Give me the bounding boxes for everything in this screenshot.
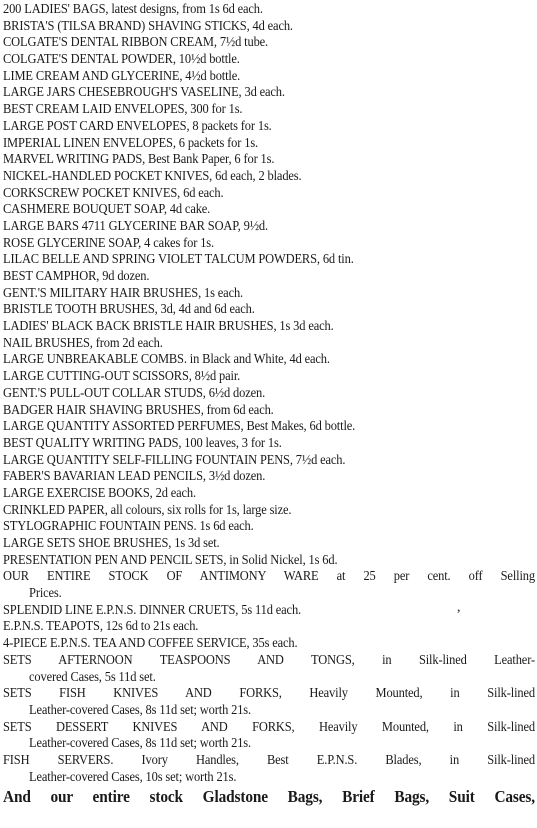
advertisement-line: LADIES' BLACK BACK BRISTLE HAIR BRUSHES, 1s 3d each.: [3, 318, 334, 334]
advertisement-line: LARGE CUTTING-OUT SCISSORS, 8½d pair.: [3, 368, 241, 384]
advertisement-line: E.P.N.S. TEAPOTS, 12s 6d to 21s each.: [3, 618, 199, 634]
advertisement-line: FABER'S BAVARIAN LEAD PENCILS, 3½d dozen.: [3, 468, 266, 484]
advertisement-line: FISH SERVERS. Ivory Handles, Best E.P.N.S. Blades, in Silk-lined: [3, 751, 535, 767]
advertisement-line-continuation: Leather-covered Cases, 8s 11d set; worth 21s.: [29, 735, 251, 751]
advertisement-line: BEST CAMPHOR, 9d dozen.: [3, 268, 150, 283]
advertisement-line: LARGE JARS CHESEBROUGH'S VASELINE, 3d each.: [3, 84, 285, 100]
stray-ink-mark: ,: [457, 600, 461, 615]
advertisement-line-continuation: Prices.: [29, 585, 62, 601]
advertisement-line: LARGE POST CARD ENVELOPES, 8 packets for 1s.: [3, 117, 272, 133]
advertisement-column: [3, 1, 535, 807]
advertisement-line: LILAC BELLE AND SPRING VIOLET TALCUM POWDERS, 6d tin.: [3, 251, 354, 267]
advertisement-line: SETS FISH KNIVES AND FORKS, Heavily Mounted, in Silk-lined: [3, 685, 535, 701]
advertisement-line: GENT.'S PULL-OUT COLLAR STUDS, 6½d dozen.: [3, 384, 266, 400]
advertisement-line: LARGE BARS 4711 GLYCERINE BAR SOAP, 9½d.: [3, 217, 268, 233]
advertisement-line: ROSE GLYCERINE SOAP, 4 cakes for 1s.: [3, 234, 214, 250]
advertisement-line: LARGE QUANTITY ASSORTED PERFUMES, Best Makes, 6d bottle.: [3, 418, 356, 434]
advertisement-line-continuation: Leather-covered Cases, 10s set; worth 21s.: [29, 768, 237, 784]
advertisement-line-continuation: Leather-covered Cases, 8s 11d set; worth 21s.: [29, 701, 251, 717]
advertisement-line: BRISTLE TOOTH BRUSHES, 3d, 4d and 6d each.: [3, 301, 255, 317]
advertisement-line: BADGER HAIR SHAVING BRUSHES, from 6d each.: [3, 401, 274, 417]
advertisement-line: PRESENTATION PEN AND PENCIL SETS, in Solid Nickel, 1s 6d.: [3, 551, 338, 567]
advertisement-line: LIME CREAM AND GLYCERINE, 4½d bottle.: [3, 67, 241, 83]
advertisement-line-continuation: covered Cases, 5s 11d set.: [29, 668, 156, 684]
advertisement-line: LARGE QUANTITY SELF-FILLING FOUNTAIN PENS, 7½d each.: [3, 451, 346, 467]
advertisement-line: LARGE SETS SHOE BRUSHES, 1s 3d set.: [3, 535, 220, 550]
advertisement-line: SPLENDID LINE E.P.N.S. DINNER CRUETS, 5s 11d each.: [3, 601, 302, 617]
advertisement-line: BEST QUALITY WRITING PADS, 100 leaves, 3 for 1s.: [3, 434, 282, 450]
advertisement-line: BRISTA'S (TILSA BRAND) SHAVING STICKS, 4d each.: [3, 17, 293, 33]
advertisement-line: LARGE EXERCISE BOOKS, 2d each.: [3, 484, 196, 500]
advertisement-line: LARGE UNBREAKABLE COMBS. in Black and White, 4d each.: [3, 351, 330, 367]
advertisement-line: And our entire stock Gladstone Bags, Brief Bags, Suit Cases,: [3, 787, 535, 807]
advertisement-line: BEST CREAM LAID ENVELOPES, 300 for 1s.: [3, 101, 243, 117]
advertisement-line: MARVEL WRITING PADS, Best Bank Paper, 6 for 1s.: [3, 151, 275, 167]
advertisement-line: SETS DESSERT KNIVES AND FORKS, Heavily Mounted, in Silk-lined: [3, 718, 535, 734]
advertisement-line: 200 LADIES' BAGS, latest designs, from 1s 6d each.: [3, 1, 263, 16]
advertisement-line: NAIL BRUSHES, from 2d each.: [3, 334, 163, 350]
advertisement-line: SETS AFTERNOON TEASPOONS AND TONGS, in Silk-lined Leather-: [3, 651, 535, 667]
advertisement-line: CASHMERE BOUQUET SOAP, 4d cake.: [3, 201, 211, 217]
advertisement-line: CORKSCREW POCKET KNIVES, 6d each.: [3, 184, 224, 200]
advertisement-line: OUR ENTIRE STOCK OF ANTIMONY WARE at 25 per cent. off Selling: [3, 568, 535, 584]
advertisement-line: COLGATE'S DENTAL RIBBON CREAM, 7½d tube.: [3, 34, 269, 50]
advertisement-line: STYLOGRAPHIC FOUNTAIN PENS. 1s 6d each.: [3, 518, 254, 534]
advertisement-line: 4-PIECE E.P.N.S. TEA AND COFFEE SERVICE, 35s each.: [3, 635, 298, 651]
advertisement-line: NICKEL-HANDLED POCKET KNIVES, 6d each, 2 blades.: [3, 167, 302, 183]
advertisement-line: CRINKLED PAPER, all colours, six rolls for 1s, large size.: [3, 501, 292, 517]
advertisement-line: GENT.'S MILITARY HAIR BRUSHES, 1s each.: [3, 284, 244, 300]
advertisement-line: COLGATE'S DENTAL POWDER, 10½d bottle.: [3, 51, 240, 67]
advertisement-line: IMPERIAL LINEN ENVELOPES, 6 packets for 1s.: [3, 134, 259, 150]
